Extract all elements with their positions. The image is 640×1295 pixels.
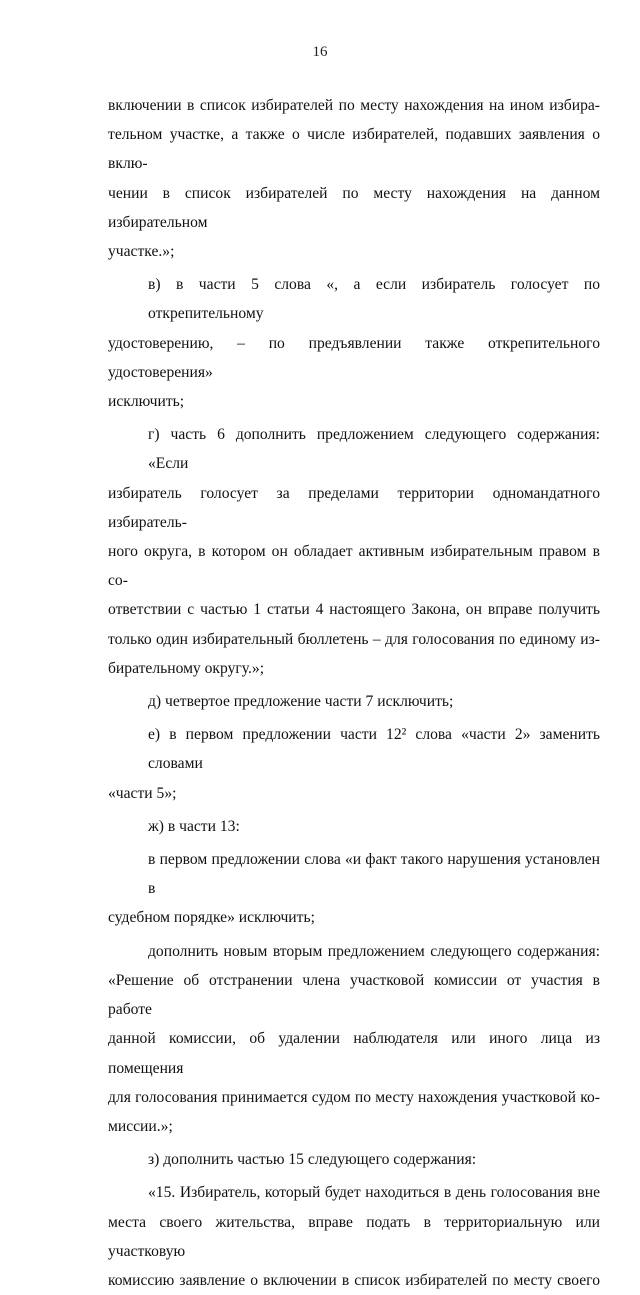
- text-line: участке.»;: [108, 243, 175, 261]
- text-line: «части 5»;: [108, 784, 177, 802]
- text-line: удостоверению, – по предъявлении также открепительного удостоверения»: [108, 334, 600, 381]
- text-line: комиссию заявление о включении в список избирателей по месту своего: [108, 1271, 600, 1289]
- text-line: е) в первом предложении части 12² слова «части 2» заменить словами: [148, 726, 600, 773]
- text-line: дополнить новым вторым предложением следующего содержания:: [148, 942, 600, 960]
- text-line: только один избирательный бюллетень – для голосования по единому из-: [108, 630, 600, 648]
- text-line: бирательному округу.»;: [108, 659, 265, 677]
- text-line: ответствии с частью 1 статьи 4 настоящего Закона, он вправе получить: [108, 601, 600, 619]
- text-line: включении в список избирателей по месту нахождения на ином избира-: [108, 97, 600, 114]
- text-line: избиратель голосует за пределами территории одномандатного избиратель-: [108, 484, 600, 531]
- document-body: [108, 91, 600, 1295]
- text-line: места своего жительства, вправе подать в территориальную или участковую: [108, 1213, 600, 1260]
- text-line: з) дополнить частью 15 следующего содержания:: [148, 1151, 477, 1169]
- text-line: ного округа, в котором он обладает активным избирательным правом в со-: [108, 543, 600, 590]
- text-line: для голосования принимается судом по месту нахождения участковой ко-: [108, 1088, 600, 1106]
- text-line: чении в список избирателей по месту нахождения на данном избирательном: [108, 184, 600, 231]
- text-line: д) четвертое предложение части 7 исключить;: [148, 693, 454, 711]
- text-line: «Решение об отстранении члена участковой комиссии от участия в работе: [108, 971, 600, 1019]
- text-line: судебном порядке» исключить;: [108, 909, 315, 927]
- page-number: 16: [312, 44, 328, 60]
- text-line: ж) в части 13:: [148, 817, 240, 835]
- text-line: в первом предложении слова «и факт такого нарушения установлен в: [148, 851, 600, 898]
- text-line: данной комиссии, об удалении наблюдателя или иного лица из помещения: [108, 1030, 600, 1077]
- text-line: в) в части 5 слова «, а если избиратель голосует по открепительному: [148, 276, 600, 323]
- text-line: «15. Избиратель, который будет находиться в день голосования вне: [148, 1184, 600, 1202]
- text-line: г) часть 6 дополнить предложением следующего содержания: «Если: [148, 426, 600, 473]
- text-line: исключить;: [108, 393, 185, 411]
- text-line: миссии.»;: [108, 1117, 173, 1135]
- text-line: тельном участке, а также о числе избирателей, подавших заявления о вклю-: [108, 126, 600, 173]
